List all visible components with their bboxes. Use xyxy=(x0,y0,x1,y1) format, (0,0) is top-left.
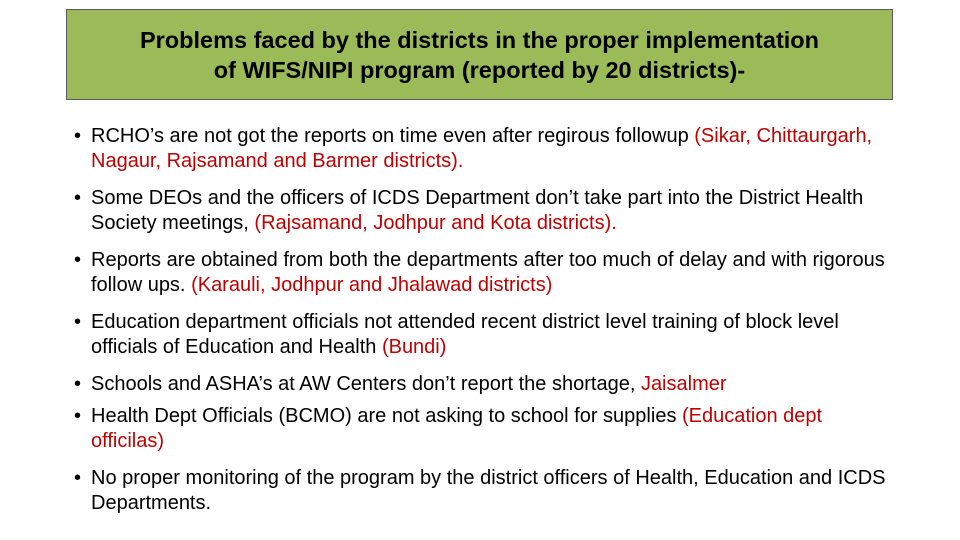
list-item xyxy=(74,248,894,298)
bullet-text: Schools and ASHA’s at AW Centers don’t report the shortage, xyxy=(91,373,641,395)
bullet-icon: • xyxy=(74,187,82,209)
bullet-text: No proper monitoring of the program by the district officers of Health, Education and ICDS Departments. xyxy=(91,467,886,514)
bullet-text: Education department officials not attended recent district level training of block level officials of Education and Health xyxy=(91,311,839,358)
title-banner xyxy=(66,9,893,100)
bullet-text: RCHO’s are not got the reports on time even after regirous followup xyxy=(91,125,695,147)
title-line-2: of WIFS/NIPI program (reported by 20 districts)- xyxy=(213,56,746,83)
district-names: (Karauli, Jodhpur and Jhalawad districts) xyxy=(191,274,553,296)
bullet-text: Reports are obtained from both the departments after too much of delay and with rigorous follow ups. xyxy=(91,249,885,296)
slide-title xyxy=(140,25,819,85)
bullet-icon: • xyxy=(74,467,82,489)
district-names: (Bundi) xyxy=(381,336,447,358)
district-names: Jaisalmer xyxy=(640,373,727,395)
district-names: (Rajsamand, Jodhpur and Kota districts). xyxy=(254,212,617,234)
bullet-text: Health Dept Officials (BCMO) are not asking to school for supplies xyxy=(91,405,682,427)
problem-list xyxy=(74,124,894,528)
bullet-icon: • xyxy=(74,311,82,333)
title-line-1: Problems faced by the districts in the proper implementation xyxy=(139,26,820,53)
bullet-icon: • xyxy=(74,405,82,427)
list-item xyxy=(74,404,894,454)
bullet-icon: • xyxy=(74,125,82,147)
list-item xyxy=(74,124,894,174)
list-item xyxy=(74,310,894,360)
bullet-icon: • xyxy=(74,249,82,271)
list-item xyxy=(74,372,894,397)
list-item xyxy=(74,466,894,516)
bullet-icon: • xyxy=(74,373,82,395)
bullet-text: Some DEOs and the officers of ICDS Department don’t take part into the District Health Society meetings, xyxy=(91,187,864,234)
list-item xyxy=(74,186,894,236)
district-names: (Education dept officilas) xyxy=(91,405,823,452)
district-names: (Sikar, Chittaurgarh, Nagaur, Rajsamand and Barmer districts). xyxy=(91,125,873,172)
